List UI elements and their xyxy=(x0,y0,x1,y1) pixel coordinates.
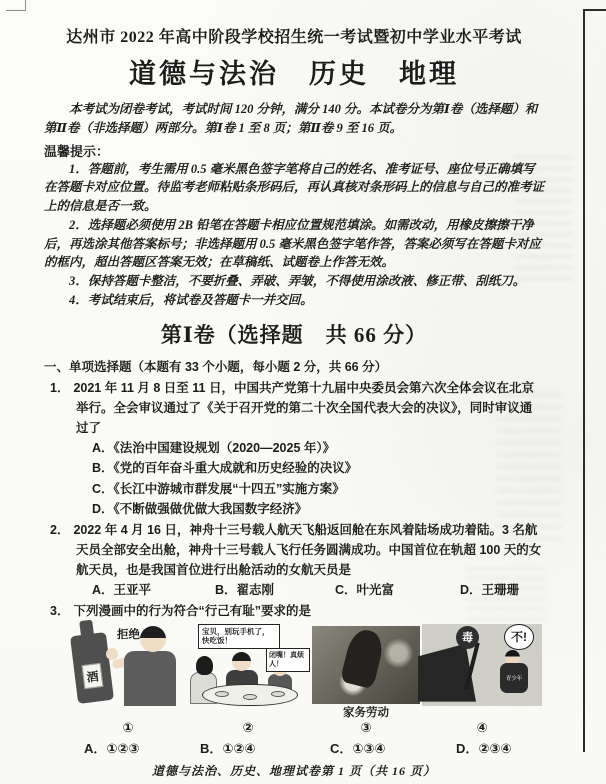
youth-figure-icon: 青少年 xyxy=(500,663,528,693)
question-2 xyxy=(50,520,544,580)
plate-icon xyxy=(215,691,229,697)
exam-intro: 本考试为闭卷考试，考试时间 120 分钟，满分 140 分。本试卷分为第Ⅰ卷（选择题）和第Ⅱ卷（非选择题）两部分。第Ⅰ卷 1 至 8 页；第Ⅱ卷 9 至 16 页。 xyxy=(44,102,538,135)
cartoon-4-drawing xyxy=(422,624,542,706)
option-1c: C．《长江中游城市群发展“十四五”实施方案》 xyxy=(92,481,345,496)
exam-header-title: 达州市 2022 年高中阶段学校招生统一考试暨初中学业水平考试 xyxy=(66,29,522,46)
cartoon-panel-3 xyxy=(310,624,422,736)
dinner-table-icon xyxy=(202,684,298,706)
page-edge-line xyxy=(583,10,585,752)
option-2b: B．翟志刚 xyxy=(215,583,275,597)
refuse-text: 拒绝 xyxy=(117,628,140,641)
subject-title: 道德与法治 历史 地理 xyxy=(129,59,459,89)
cartoon-strip xyxy=(70,624,544,736)
exam-content xyxy=(44,24,544,779)
cartoon-1-drawing xyxy=(70,624,186,706)
question-2-number: 2． xyxy=(50,523,70,537)
cartoon-3-photo xyxy=(310,624,422,706)
speech-bubble-child: 闭嘴！真烦人！ xyxy=(266,648,310,672)
question-1-text: 2021 年 11 月 8 日至 11 日，中国共产党第十九届中央委员会第六次全体会议在北京举行。全会审议通过了《关于召开党的第二十次全国代表大会的决议》，同时审议通过了 xyxy=(73,380,534,435)
drug-sign-icon: 毒 xyxy=(456,626,479,649)
alcohol-bottle-icon xyxy=(70,632,114,704)
option-1d: D．《不断做强做优做大我国数字经济》 xyxy=(92,502,308,517)
option-2a: A．王亚平 xyxy=(92,583,152,597)
tip-item-3: 3．保持答题卡整洁，不要折叠、弄破、弄皱，不得使用涂改液、修正带、刮纸刀。 xyxy=(69,274,526,288)
section-heading: 第Ⅰ卷（选择题 共 66 分） xyxy=(160,322,428,347)
question-3-number: 3． xyxy=(50,603,70,618)
part-heading: 一、单项选择题（本题有 33 个小题，每小题 2 分，共 66 分） xyxy=(44,359,388,374)
question-1-options xyxy=(92,438,544,521)
tip-item-1: 1．答题前，考生需用 0.5 毫米黑色签字笔将自己的姓名、准考证号、座位号正确填写在答题卡对应位置。待监考老师粘贴条形码后，再认真核对条形码上的信息与自己的准考证上的信息是否一致。 xyxy=(44,161,545,213)
question-1-number: 1． xyxy=(50,380,70,395)
cartoon-1-number: ① xyxy=(122,719,134,735)
answer-3a: A．①②③ xyxy=(84,740,140,756)
question-2-text: 2022 年 4 月 16 日，神舟十三号载人航天飞船返回舱在东风着陆场成功着陆。3 名航天员全部安全出舱，神舟十三号载人飞行任务圆满成功。中国首位在轨超 100 天的女航天员，也是我国首位进行出舱活动的女航天员是 xyxy=(73,523,542,577)
cartoon-4-number: ④ xyxy=(476,719,488,735)
page-edge-line-top xyxy=(583,9,606,11)
plate-icon xyxy=(271,691,285,697)
tip-item-4: 4．考试结束后，将试卷及答题卡一并交回。 xyxy=(69,292,313,307)
tips-heading: 温馨提示： xyxy=(44,143,110,159)
option-1b: B．《党的百年奋斗重大成就和历史经验的决议》 xyxy=(92,461,358,476)
plate-icon xyxy=(243,694,257,700)
boy-head-icon xyxy=(140,626,166,652)
alcohol-label: 酒 xyxy=(82,663,104,689)
speech-bubble-parent: 宝贝，别玩手机了，快吃饭！ xyxy=(198,624,280,650)
father-head-icon xyxy=(232,652,251,671)
cartoon-3-number: ③ xyxy=(360,719,372,735)
question-1 xyxy=(50,378,544,438)
cartoon-panel-1 xyxy=(70,624,186,736)
cartoon-panel-2 xyxy=(186,624,310,736)
chores-photo xyxy=(312,626,420,704)
boy-figure-icon xyxy=(124,651,176,706)
option-2c: C．叶光富 xyxy=(335,583,395,597)
answer-3d: D．②③④ xyxy=(456,740,512,756)
boy-hand-icon xyxy=(106,648,118,660)
scan-corner-mark xyxy=(6,0,26,11)
question-3-answers xyxy=(84,738,544,757)
answer-3c: C．①③④ xyxy=(330,740,386,756)
no-speech-bubble: 不! xyxy=(504,624,534,650)
tip-item-2: 2．选择题必须使用 2B 铅笔在答题卡相应位置规范填涂。如需改动，用橡皮擦擦干净后，再选涂其他答案标号；非选择题用 0.5 毫米黑色签字笔作答，答案必须写在答题卡对应的框内，超出答题区答案无效；在草稿纸、试题卷上作答无效。 xyxy=(44,217,541,270)
cartoon-2-number: ② xyxy=(242,719,254,735)
question-2-options xyxy=(92,580,544,601)
cartoon-3-caption: 家务劳动 xyxy=(343,706,389,719)
mother-head-icon xyxy=(196,656,213,675)
person-silhouette-icon xyxy=(340,626,387,689)
question-3 xyxy=(50,601,544,621)
option-1a: A．《法治中国建设规划（2020—2025 年）》 xyxy=(92,440,336,455)
cartoon-2-drawing xyxy=(186,624,310,706)
question-3-text: 下列漫画中的行为符合“行己有耻”要求的是 xyxy=(73,603,311,618)
answer-3b: B．①②④ xyxy=(200,740,256,756)
page-footer: 道德与法治、历史、地理试卷第 1 页（共 16 页） xyxy=(151,763,436,778)
cartoon-panel-4 xyxy=(422,624,542,736)
option-2d: D．王珊珊 xyxy=(460,583,520,597)
